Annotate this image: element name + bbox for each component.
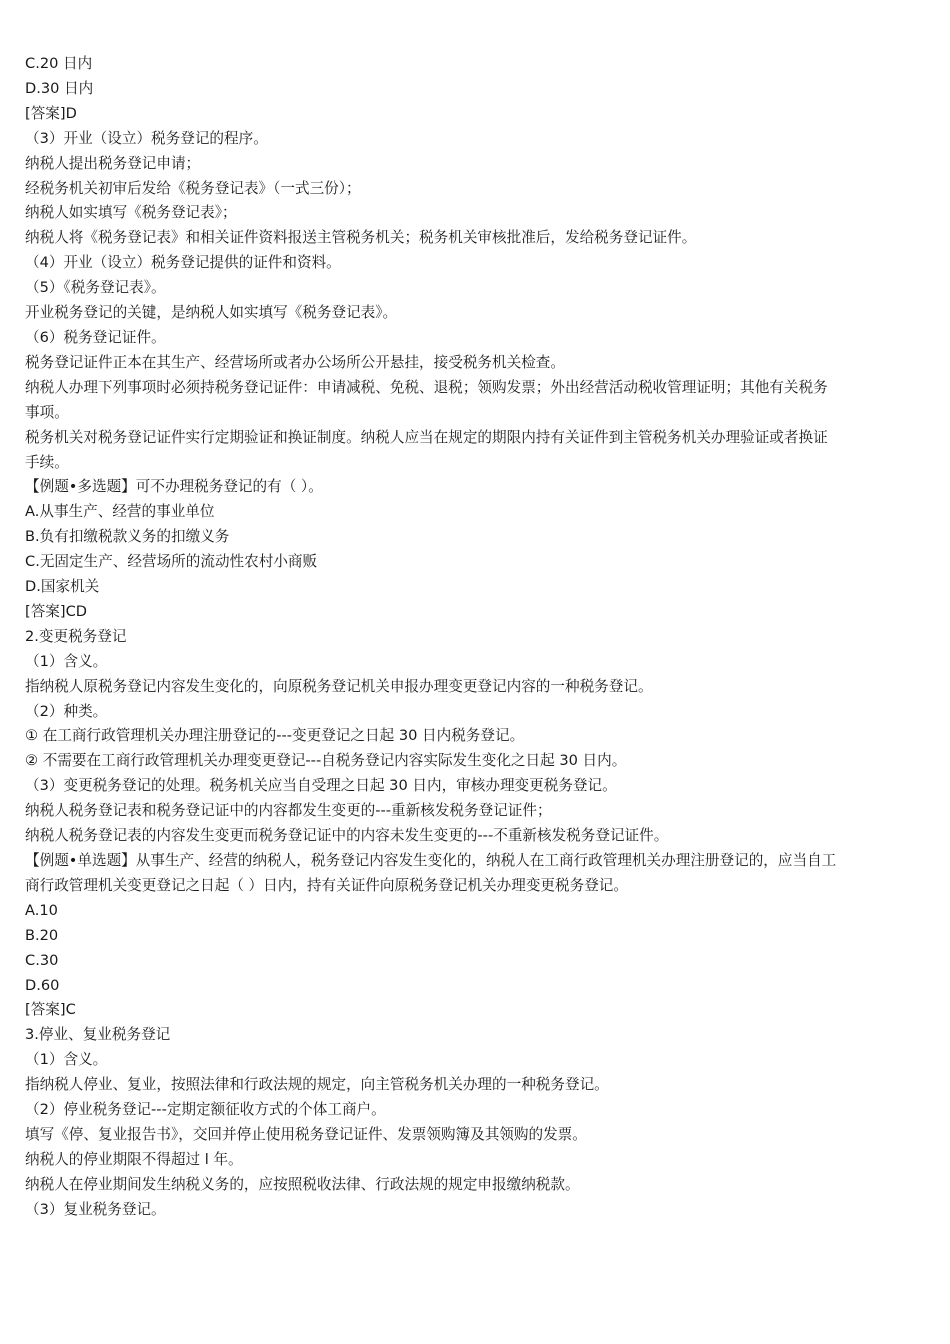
- option-d: D.60: [25, 976, 60, 994]
- text-line: 纳税人办理下列事项时必须持税务登记证件：申请减税、免税、退税；领购发票；外出经营活动税收管理证明；其他有关税务: [25, 378, 828, 396]
- text-line: ② 不需要在工商行政管理机关办理变更登记---自税务登记内容实际发生变化之日起 30 日内。: [25, 752, 627, 770]
- text-line: C.20 日内: [25, 55, 93, 72]
- answer-line: [答案]CD: [25, 602, 88, 620]
- answer-line: [答案]D: [25, 104, 77, 122]
- section-heading: （2）种类。: [25, 702, 108, 720]
- section-heading: （1）含义。: [25, 652, 108, 670]
- section-heading: （4）开业（设立）税务登记提供的证件和资料。: [25, 254, 341, 272]
- text-line: ① 在工商行政管理机关办理注册登记的---变更登记之日起 30 日内税务登记。: [25, 727, 525, 745]
- text-line: 开业税务登记的关键，是纳税人如实填写《税务登记表》。: [25, 304, 398, 322]
- text-line: 税务机关对税务登记证件实行定期验证和换证制度。纳税人应当在规定的期限内持有关证件到主管税务机关办理验证或者换证: [25, 428, 828, 446]
- option-a: A.从事生产、经营的事业单位: [25, 503, 215, 521]
- text-line: 商行政管理机关变更登记之日起（ ）日内，持有关证件向原税务登记机关办理变更税务登记。: [25, 876, 628, 894]
- section-heading: （2）停业税务登记---定期定额征收方式的个体工商户。: [25, 1101, 386, 1119]
- text-line: D.30 日内: [25, 79, 94, 97]
- text-line: 指纳税人停业、复业，按照法律和行政法规的规定，向主管税务机关办理的一种税务登记。: [25, 1076, 609, 1094]
- option-b: B.负有扣缴税款义务的扣缴义务: [25, 528, 230, 546]
- section-heading: （3）变更税务登记的处理。税务机关应当自受理之日起 30 日内，审核办理变更税务登记。: [25, 777, 617, 795]
- text-line: 纳税人提出税务登记申请；: [25, 154, 201, 172]
- text-line: 纳税人税务登记表的内容发生变更而税务登记证中的内容未发生变更的---不重新核发税务登记证件。: [25, 827, 669, 845]
- text-line: 事项。: [25, 403, 69, 421]
- text-line: 经税务机关初审后发给《税务登记表》（一式三份）；: [25, 179, 361, 197]
- section-heading: （3）开业（设立）税务登记的程序。: [25, 129, 268, 147]
- option-b: B.20: [25, 926, 59, 944]
- text-line: 税务登记证件正本在其生产、经营场所或者办公场所公开悬挂，接受税务机关检查。: [25, 353, 565, 371]
- option-d: D.国家机关: [25, 578, 100, 596]
- text-line: 纳税人如实填写《税务登记表》；: [25, 204, 237, 222]
- section-heading: （3）复业税务登记。: [25, 1200, 166, 1218]
- example-question: 【例题•单选题】从事生产、经营的纳税人，税务登记内容发生变化的，纳税人在工商行政管理机关办理注册登记的，应当自工: [25, 852, 837, 869]
- option-a: A.10: [25, 901, 58, 919]
- text-line: 纳税人将《税务登记表》和相关证件资料报送主管税务机关；税务机关审核批准后，发给税务登记证件。: [25, 229, 697, 247]
- example-question: 【例题•多选题】可不办理税务登记的有（ ）。: [25, 478, 323, 496]
- document-page: [25, 52, 950, 1223]
- section-heading: （6）税务登记证件。: [25, 328, 166, 346]
- section-heading: （5）《税务登记表》。: [25, 279, 166, 297]
- section-title: 3.停业、复业税务登记: [25, 1026, 171, 1044]
- text-line: 填写《停、复业报告书》，交回并停止使用税务登记证件、发票领购簿及其领购的发票。: [25, 1125, 587, 1143]
- option-c: C.无固定生产、经营场所的流动性农村小商贩: [25, 553, 318, 571]
- option-c: C.30: [25, 951, 59, 969]
- text-line: 纳税人在停业期间发生纳税义务的，应按照税收法律、行政法规的规定申报缴纳税款。: [25, 1175, 580, 1193]
- text-line: 纳税人税务登记表和税务登记证中的内容都发生变更的---重新核发税务登记证件；: [25, 802, 552, 820]
- section-title: 2.变更税务登记: [25, 627, 127, 645]
- section-heading: （1）含义。: [25, 1051, 108, 1069]
- text-line: 纳税人的停业期限不得超过 l 年。: [25, 1150, 243, 1168]
- text-line: 指纳税人原税务登记内容发生变化的，向原税务登记机关申报办理变更登记内容的一种税务登记。: [25, 677, 653, 695]
- answer-line: [答案]C: [25, 1001, 76, 1019]
- text-line: 手续。: [25, 453, 69, 471]
